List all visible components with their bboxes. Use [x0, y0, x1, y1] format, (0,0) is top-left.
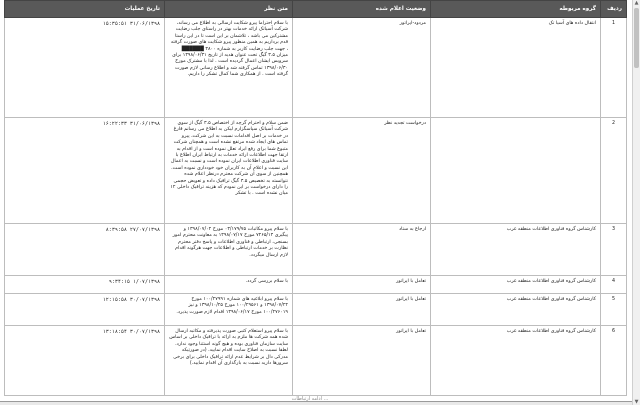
cell-group: [431, 118, 601, 224]
cell-status: درخواست تجدید نظر: [293, 118, 431, 224]
table-row: [5, 326, 627, 396]
vertical-scrollbar[interactable]: [632, 0, 640, 405]
scroll-up-icon[interactable]: ▲: [634, 0, 639, 6]
cell-text: با سلام پیرو مکاتبات ۰۳/۱۷۹/۷۵ مورخ ۱۳۹۸/۰۷/۰۲ و پیگیری ۷۲۶۵/۱۴ مورخ ۱۳۹۸/۰۷/۱۷ به معاونت محترم امور بسنجی، ارتباطی و فناوری اطلاعات و پاسخ دفتر محترم نظارت بر خدمات ارتباطی و اطلاعات جهت هرگونه اقدام لازم ارسال میگردد.: [165, 224, 293, 276]
cell-date: ۳۰/۰۷/۱۳۹۸ ۱۲:۱۵:۵۸: [5, 294, 165, 326]
cell-status: تعامل با اپراتور: [293, 294, 431, 326]
cell-index: 4: [601, 276, 627, 294]
header-group: گروه مربوطه: [431, 1, 601, 18]
cell-index: 5: [601, 294, 627, 326]
cell-index: 1: [601, 18, 627, 118]
cell-index: 6: [601, 326, 627, 396]
cell-date: ۳۱/۰۶/۱۳۹۸ ۱۶:۲۲:۳۳: [5, 118, 165, 224]
table-row: [5, 224, 627, 276]
footer-text: ادامه ارتباطات ...: [291, 396, 329, 402]
header-index: ردیف: [601, 1, 627, 18]
cell-date: ۱/۰۷/۱۳۹۸ ۹:۳۴:۱۵: [5, 276, 165, 294]
cell-group: کارشناس گروه فناوری اطلاعات منطقه غرب: [431, 224, 601, 276]
cell-index: 3: [601, 224, 627, 276]
cell-index: 2: [601, 118, 627, 224]
grievance-history-table: [4, 0, 627, 396]
table-row: [5, 118, 627, 224]
header-text: متن نظر: [165, 1, 293, 18]
header-date: تاریخ عملیات: [5, 1, 165, 18]
table-row: [5, 294, 627, 326]
cell-text: ضمن سلام و احترام گرچه از اختصاص ۳.۵ گیگ از سوی شرکت آسیاتک سپاسگزارم لیکن به اطلاع می رسانم فارغ در خدمات بر اصل اقدامات نسبت به این شرکت، پیرو تماس های ایجاد شده مرتفع نشده است و همچنان شرکت متبوع شما برای رفع ایراد تعلل نموده است و از اقدام به ارتقا جهت اطلاعات ارائه خدمات به ارتباط ایران اطلاع با سایت فناوری اطلاعات ایران نموده است و نسبت به اعمال این نسبت و اعلام آن به کاربران خود خودداری نموده است. همچنین از سوی آن شرکت محترم درنظر اعلام شده نتوانسته به تخصیص ۳.۵ گیگ ترافیک داده و تعویض حجمی را دارای درخواست بر این نمودم که هزینه ترافیک داخلی ۱۲ میان نشده است . با تشکر: [165, 118, 293, 224]
cell-status: تعامل با اپراتور: [293, 276, 431, 294]
cell-text: با سلام بررسی گردد.: [165, 276, 293, 294]
cell-date: ۲۷/۰۷/۱۳۹۸ ۸:۳۹:۵۸: [5, 224, 165, 276]
scroll-down-icon[interactable]: ▼: [634, 399, 639, 405]
cell-group: کارشناس گروه فناوری اطلاعات منطقه غرب: [431, 276, 601, 294]
cell-group: کارشناس گروه فناوری اطلاعات منطقه غرب: [431, 326, 601, 396]
table-row: [5, 276, 627, 294]
cell-text: با سلام پیرو استعلام کتبی صورت پذیرفته و مکاتبه ارسال شده همه شرکت ها ملزم به ارائه با ترافیک داخلی بر اساس سایت سازمان فناوری بوده و هیچ گونه استثنا وجود ندارد. لطفا نسبت به اصلاح سایت اقدام نمایید. (در صورتیکه مدرکی دال بر شرایط عدم ارائه ترافیک داخلی برای برخی سرورها دارید نسبت به بارگذاری آن اقدام نمایید.): [165, 326, 293, 396]
header-status: وضعیت اعلام شده: [293, 1, 431, 18]
cell-status: ارجاع به ستاد: [293, 224, 431, 276]
cell-group: انتقال داده های آسیا تک: [431, 18, 601, 118]
cell-status: مردود-اپراتور: [293, 18, 431, 118]
cell-group: کارشناس گروه فناوری اطلاعات منطقه غرب: [431, 294, 601, 326]
scroll-thumb[interactable]: [634, 8, 639, 68]
cell-text: با سلام پیرو ابلاغیه های شماره ۱۰۰/۲۷۹۹۱ مورخ ۱۳۹۸/۰۷/۲۴ و ۱۰۰/۲۹۵۶۱ مورخ ۱۳۹۸/۱۰/۲۵ و نیز ۱۰۰/۲۷۶۰۱۹ مورخ ۱۳۹۸/۰۶/۱۷ اقدام لازم صورت پذیرد.: [165, 294, 293, 326]
cell-text: با سلام احتراما پیرو شکایت ارسالی به اطلاع می رساند، شرکت آسیاتک ارائه خدمات بهتر در راستای جلب رضایت مشترکین می باشد ، تلاشمان بر این است تا در این راستا قدم برداریم به همین منظور پیرو شکایت های صورت گرفته ، جهت جلب رضایت کاربر به شماره ۳۸۰۰ ██████ میزان ۳.۵ گیگ تحت عنوان هدیه از تاریخ ۱۳۹۸/۰۶/۳۱ برای سرویس ایشان اعمال گردیده است . لذا با مشترک مورخ ۱۳۹۸/۰۶/۳۰ تماس گرفته شد و اطلاع رسانی لازم صورت گرفته است . از همکاری شما کمال تشکر را داریم.: [165, 18, 293, 118]
table-row: [5, 18, 627, 118]
cell-status: تعامل با اپراتور: [293, 326, 431, 396]
cell-date: ۳۱/۰۶/۱۳۹۸ ۱۵:۳۵:۵۱: [5, 18, 165, 118]
cell-date: ۳۰/۰۷/۱۳۹۸ ۱۳:۱۸:۵۴: [5, 326, 165, 396]
table-header-row: [5, 1, 627, 18]
